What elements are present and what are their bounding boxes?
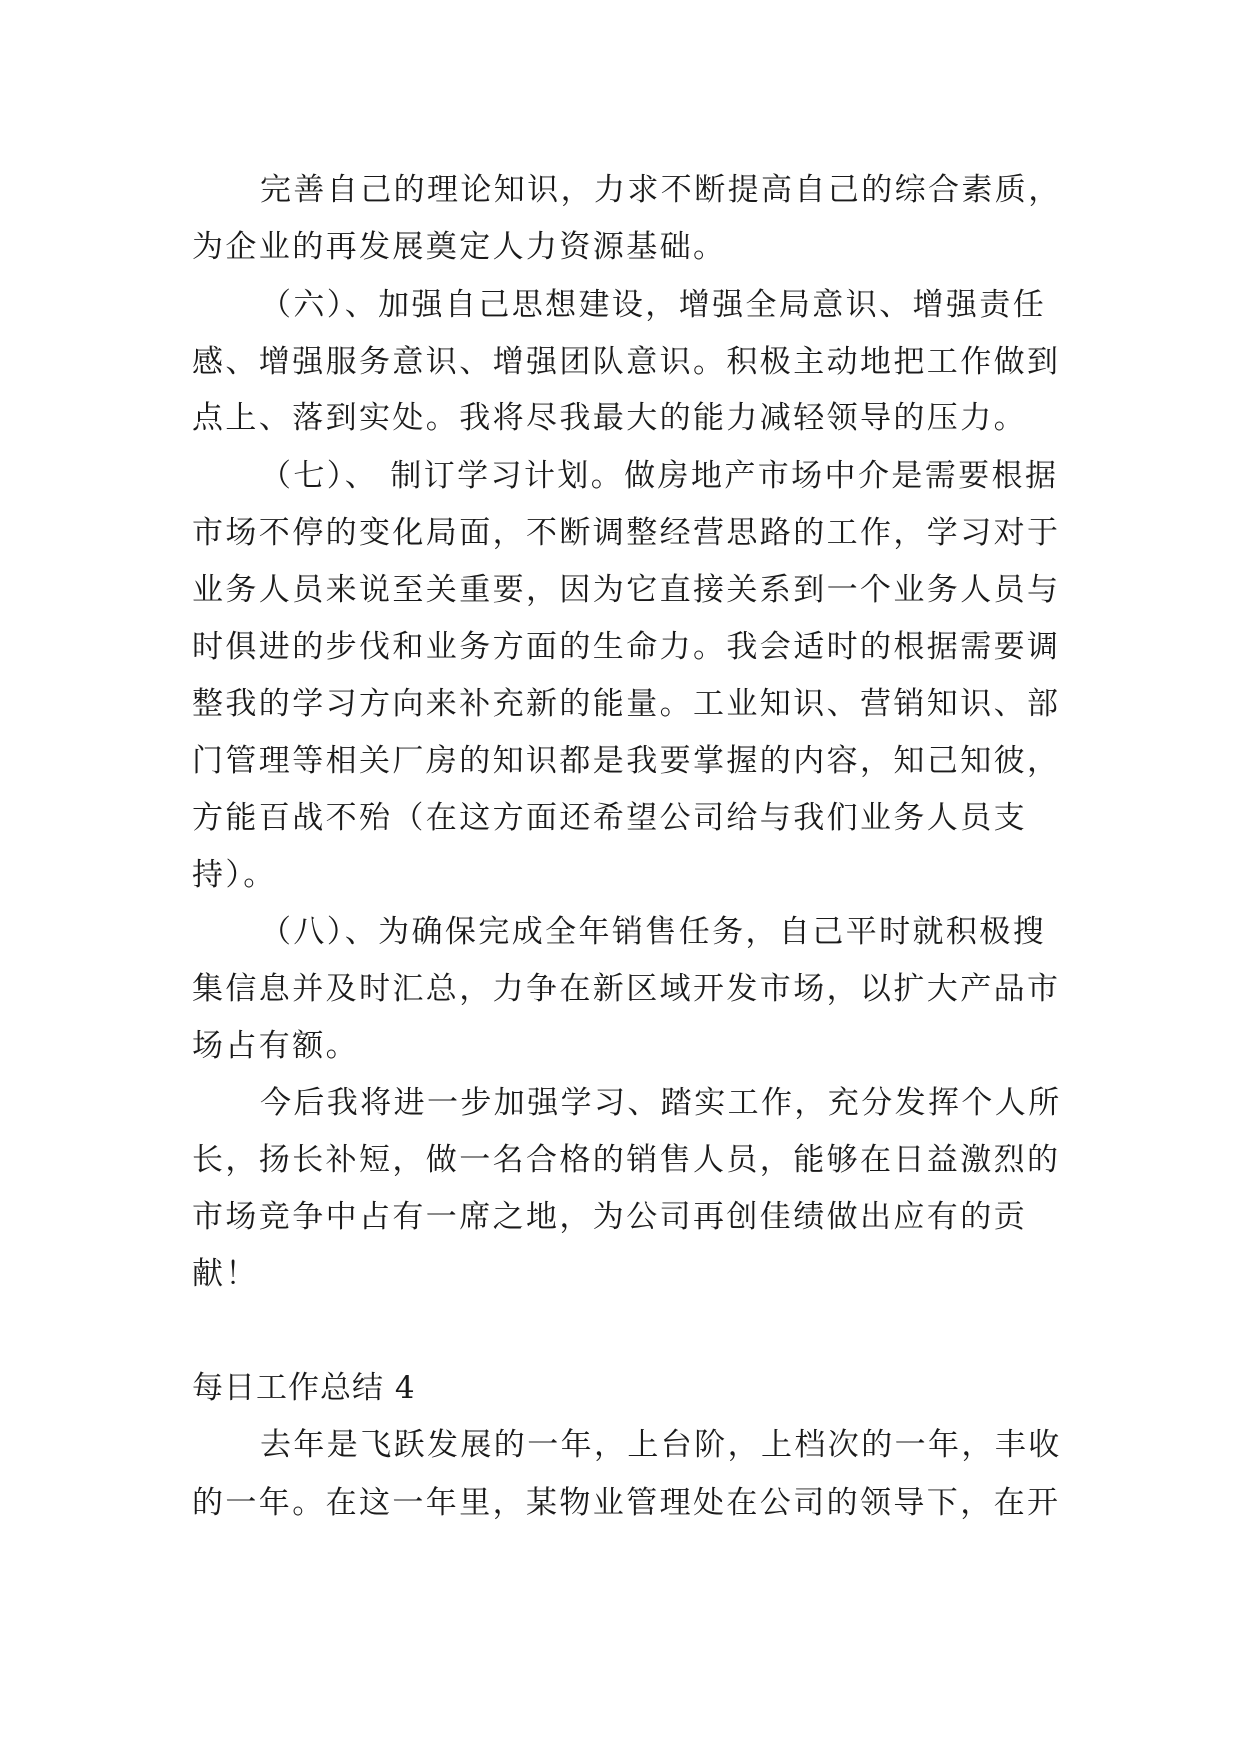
text-line: （七）、 制订学习计划。做房地产市场中介是需要根据 (260, 458, 1059, 494)
text-line: （八）、为确保完成全年销售任务，自己平时就积极搜 (260, 914, 1047, 950)
text-line: 场占有额。 (192, 1028, 359, 1064)
text-line: 今后我将进一步加强学习、踏实工作，充分发挥个人所 (260, 1085, 1062, 1121)
text-line: 业务人员来说至关重要，因为它直接关系到一个业务人员与 (192, 572, 1061, 608)
text-line: 持）。 (192, 857, 277, 893)
text-line: 长，扬长补短，做一名合格的销售人员，能够在日益激烈的 (192, 1142, 1061, 1178)
text-line: 门管理等相关厂房的知识都是我要掌握的内容，知己知彼， (192, 743, 1061, 779)
text-line: （六）、加强自己思想建设，增强全局意识、增强责任 (260, 287, 1047, 323)
text-line: 献！ (192, 1256, 259, 1292)
text-line: 集信息并及时汇总，力争在新区域开发市场，以扩大产品市 (192, 971, 1061, 1007)
text-line: 的一年。在这一年里，某物业管理处在公司的领导下，在开 (192, 1485, 1061, 1521)
text-line: 点上、落到实处。我将尽我最大的能力减轻领导的压力。 (192, 400, 1027, 436)
text-line: 方能百战不殆（在这方面还希望公司给与我们业务人员支 (192, 800, 1027, 836)
text-line: 时俱进的步伐和业务方面的生命力。我会适时的根据需要调 (192, 629, 1061, 665)
text-line: 为企业的再发展奠定人力资源基础。 (192, 229, 727, 265)
text-line: 市场不停的变化局面，不断调整经营思路的工作，学习对于 (192, 515, 1061, 551)
text-line: 去年是飞跃发展的一年，上台阶，上档次的一年，丰收 (260, 1427, 1062, 1463)
section-heading: 每日工作总结 4 (192, 1370, 416, 1406)
text-line: 整我的学习方向来补充新的能量。工业知识、营销知识、部 (192, 686, 1061, 722)
text-line: 市场竞争中占有一席之地，为公司再创佳绩做出应有的贡 (192, 1199, 1027, 1235)
text-line: 感、增强服务意识、增强团队意识。积极主动地把工作做到 (192, 344, 1061, 380)
text-line: 完善自己的理论知识，力求不断提高自己的综合素质， (260, 172, 1062, 208)
